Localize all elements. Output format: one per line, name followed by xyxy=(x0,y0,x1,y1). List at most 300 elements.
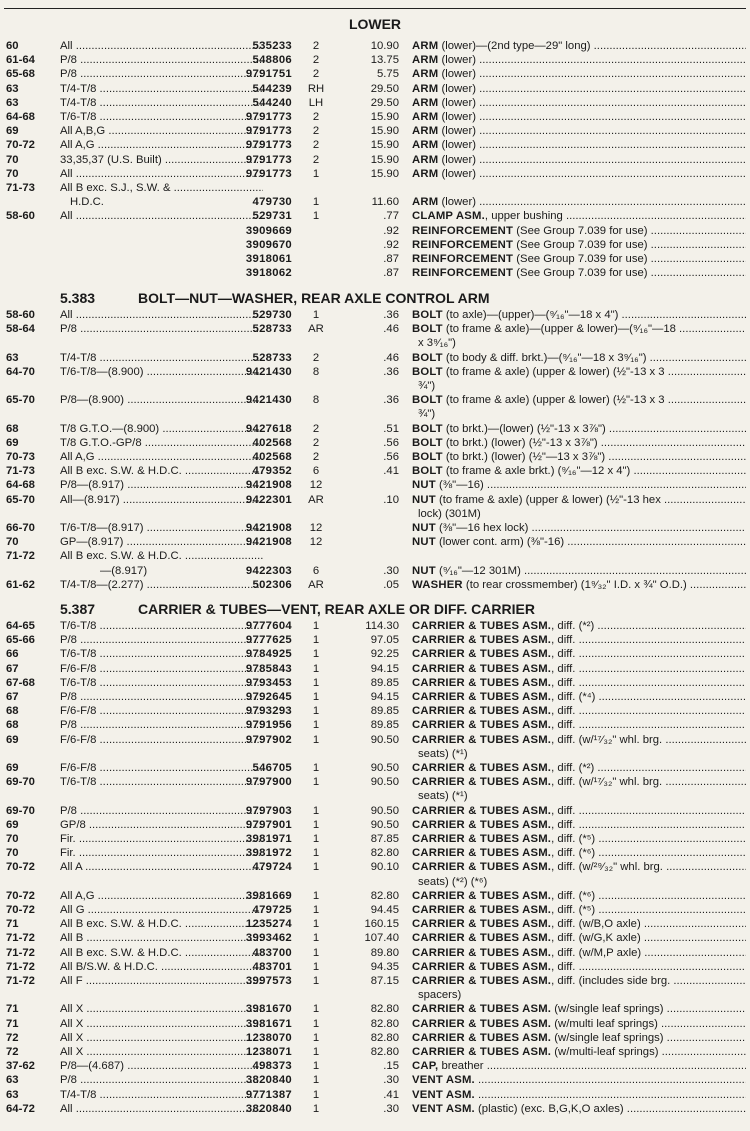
part-description: (lower) xyxy=(438,111,476,123)
part-name: NUT xyxy=(412,536,436,549)
quantity: 2 xyxy=(312,125,320,138)
description-line xyxy=(412,818,746,832)
description-line xyxy=(412,365,746,379)
application: All X ..... xyxy=(60,1002,263,1016)
price: .92 xyxy=(383,224,399,237)
model-years: 67 xyxy=(6,691,19,703)
part-description: , upper bushing xyxy=(484,210,563,223)
description-continued: ¾") xyxy=(418,380,436,392)
description-cell xyxy=(412,53,746,67)
description-line xyxy=(412,209,746,223)
part-name: CARRIER & TUBES ASM. xyxy=(412,676,552,689)
part-description: , diff. (w/G,K axle) xyxy=(551,932,641,945)
model-years: 63 xyxy=(6,96,19,109)
model-years: 71-72 xyxy=(6,932,35,945)
model-years: 61-64 xyxy=(6,54,35,67)
description-cell xyxy=(412,138,746,152)
application: Fir. ..... xyxy=(60,832,263,846)
part-description: (lower cont. arm) (⅜"-16) xyxy=(435,536,565,549)
part-name: ARM xyxy=(412,54,439,67)
part-number: 9797903 xyxy=(245,804,292,817)
part-number: 9777604 xyxy=(245,620,292,632)
model-years: 66 xyxy=(6,648,19,661)
top-rule xyxy=(4,8,746,9)
price: 90.50 xyxy=(370,762,399,774)
section-heading xyxy=(0,15,750,33)
part-name: CARRIER & TUBES ASM. xyxy=(412,1017,552,1030)
part-number: 546705 xyxy=(252,762,292,774)
part-name: NUT xyxy=(412,479,436,492)
description-continued: seats) (*¹) xyxy=(418,747,468,760)
part-name: CARRIER & TUBES ASM. xyxy=(412,662,552,675)
part-number: 9785843 xyxy=(245,662,292,675)
description-continued: seats) (*¹) xyxy=(418,790,468,803)
description-line xyxy=(412,633,746,647)
price: .41 xyxy=(383,465,399,478)
application: All B/S.W. & H.D.C. ..... xyxy=(60,960,263,974)
description-line xyxy=(412,718,746,732)
part-description: , diff. xyxy=(551,705,576,718)
description-cell xyxy=(412,478,746,492)
model-years: 72 xyxy=(6,1031,19,1044)
application: All B exc. S.W. & H.D.C. ..... xyxy=(60,917,263,931)
part-number: 529730 xyxy=(252,309,292,321)
part-description: , diff. (includes side brg. xyxy=(551,975,671,987)
section-title: BOLT—NUT—WASHER, REAR AXLE CONTROL ARM xyxy=(138,290,490,306)
price: .36 xyxy=(383,394,399,407)
part-description: , diff. (*⁶) xyxy=(551,847,596,860)
description-cell xyxy=(412,266,746,280)
part-name: ARM xyxy=(412,96,439,109)
price: 15.90 xyxy=(370,125,399,138)
description-cell xyxy=(412,690,746,704)
part-number: 3993462 xyxy=(245,932,292,945)
description-line xyxy=(412,1017,746,1031)
description-line xyxy=(412,167,746,181)
quantity: 1 xyxy=(312,833,320,845)
description-line xyxy=(412,676,746,690)
model-years: 63 xyxy=(6,1074,19,1087)
section-heading xyxy=(0,289,750,307)
price: .36 xyxy=(383,309,399,321)
description-line xyxy=(412,846,746,860)
catalog-row xyxy=(0,110,750,124)
catalog-row xyxy=(0,82,750,96)
description-cell xyxy=(412,238,746,252)
part-description: (lower) xyxy=(438,196,476,209)
price: 82.80 xyxy=(370,1031,399,1044)
part-description: (lower) xyxy=(438,82,476,95)
price: 90.50 xyxy=(370,733,399,746)
description-line xyxy=(412,138,746,152)
description-cell xyxy=(412,931,746,945)
model-years: 67 xyxy=(6,662,19,675)
application: T/6-T/8—(8.900) ..... xyxy=(60,365,263,379)
part-name: CARRIER & TUBES ASM. xyxy=(412,804,552,817)
quantity: AR xyxy=(308,323,324,336)
part-name: ARM xyxy=(412,139,439,152)
part-number: 9791773 xyxy=(245,167,292,180)
part-number: 1235274 xyxy=(245,918,292,931)
description-cell xyxy=(412,1045,746,1059)
price: 90.50 xyxy=(370,804,399,817)
part-number: 9422301 xyxy=(245,493,292,506)
model-years: 69 xyxy=(6,762,19,774)
part-description: , diff. (*⁵) xyxy=(551,833,596,845)
part-number: 1238070 xyxy=(245,1031,292,1044)
part-description: (lower) xyxy=(438,54,476,67)
description-line xyxy=(412,96,746,110)
part-number: 9421430 xyxy=(245,394,292,407)
part-number: 502306 xyxy=(252,578,292,591)
application: F/6-F/8 ..... xyxy=(60,662,263,676)
part-name: CARRIER & TUBES ASM. xyxy=(412,762,552,774)
catalog-row xyxy=(0,493,750,521)
quantity: 1 xyxy=(312,620,320,632)
part-description: (lower) xyxy=(438,96,476,109)
price: .56 xyxy=(383,451,399,463)
description-cell xyxy=(412,96,746,110)
catalog-row xyxy=(0,365,750,393)
model-years: 58-60 xyxy=(6,309,35,321)
part-number: 9421430 xyxy=(245,365,292,378)
part-number: 544240 xyxy=(252,96,292,109)
part-name: CARRIER & TUBES ASM. xyxy=(412,847,552,860)
model-years: 72 xyxy=(6,1046,19,1058)
catalog-row xyxy=(0,832,750,846)
model-years: 68 xyxy=(6,719,19,732)
model-years: 70 xyxy=(6,153,19,166)
catalog-row xyxy=(0,138,750,152)
model-years: 64-72 xyxy=(6,1102,35,1115)
quantity: 1 xyxy=(312,662,320,675)
description-cell xyxy=(412,676,746,690)
part-number: 483700 xyxy=(252,946,292,959)
model-years: 70 xyxy=(6,847,19,860)
part-description: , diff. (w/B,O axle) xyxy=(551,918,641,931)
quantity: 8 xyxy=(312,365,320,378)
description-line xyxy=(412,804,746,818)
price: 5.75 xyxy=(377,68,399,81)
quantity: 2 xyxy=(312,153,320,166)
part-description: , diff. (*⁶) xyxy=(551,889,596,902)
description-line xyxy=(412,153,746,167)
part-name: BOLT xyxy=(412,351,443,364)
application: All A,B,G ..... xyxy=(60,124,263,138)
model-years: 70 xyxy=(6,536,19,549)
application: T/6-T/8—(8.917) ..... xyxy=(60,521,263,535)
description-cell xyxy=(412,82,746,96)
description-cell xyxy=(412,436,746,450)
catalog-row xyxy=(0,619,750,633)
price: 160.15 xyxy=(364,918,399,931)
catalog-row xyxy=(0,804,750,818)
description-line xyxy=(412,67,746,81)
description-line xyxy=(412,775,746,789)
part-name: CARRIER & TUBES ASM. xyxy=(412,1046,552,1058)
catalog-row xyxy=(0,578,750,592)
description-cell xyxy=(412,167,746,181)
application: GP—(8.917) ..... xyxy=(60,535,263,549)
quantity: 1 xyxy=(312,847,320,860)
description-line xyxy=(412,704,746,718)
quantity: 1 xyxy=(312,1074,320,1087)
model-years: 64-68 xyxy=(6,479,35,492)
model-years: 61-62 xyxy=(6,578,35,591)
description-cell xyxy=(412,308,746,322)
description-line xyxy=(412,53,746,67)
part-number: 3997573 xyxy=(245,975,292,987)
part-description: , diff. (*⁵) xyxy=(551,904,596,916)
part-description: (to body & diff. brkt.)—(⁹⁄₁₆"—18 x 3⁹⁄₁₆") xyxy=(442,351,647,364)
part-description: (See Group 7.039 for use) xyxy=(513,224,648,237)
quantity: 1 xyxy=(312,1046,320,1058)
price: 90.50 xyxy=(370,776,399,789)
application: P/8 ..... xyxy=(60,633,263,647)
catalog-row xyxy=(0,450,750,464)
description-line xyxy=(412,931,746,945)
description-line xyxy=(412,733,746,747)
part-name: ARM xyxy=(412,196,439,209)
part-description: , diff. (*²) xyxy=(551,620,595,632)
description-cell xyxy=(412,322,746,350)
description-line xyxy=(412,564,746,578)
description-cell xyxy=(412,67,746,81)
part-name: CARRIER & TUBES ASM. xyxy=(412,691,552,703)
description-cell xyxy=(412,775,746,803)
model-years: 69 xyxy=(6,818,19,831)
part-description: (lower) xyxy=(438,167,476,180)
catalog-row xyxy=(0,917,750,931)
quantity: 6 xyxy=(312,564,320,577)
quantity: 1 xyxy=(312,975,320,987)
description-line xyxy=(412,422,746,436)
application: P/8 ..... xyxy=(60,718,263,732)
quantity: RH xyxy=(307,82,325,95)
part-number: 535233 xyxy=(252,40,292,52)
part-name: CLAMP ASM. xyxy=(412,210,485,223)
part-number: 529731 xyxy=(252,210,292,223)
quantity: 1 xyxy=(312,932,320,945)
part-name: NUT xyxy=(412,493,436,506)
catalog-row xyxy=(0,96,750,110)
catalog-row xyxy=(0,633,750,647)
application: All B exc. S.W. & H.D.C. ..... xyxy=(60,549,263,563)
application-continued: H.D.C. xyxy=(70,196,104,209)
part-number: 9791773 xyxy=(245,139,292,152)
price: 29.50 xyxy=(370,82,399,95)
quantity: 1 xyxy=(312,634,320,647)
catalog-row xyxy=(0,393,750,421)
part-name: CARRIER & TUBES ASM. xyxy=(412,648,552,661)
part-description: (to frame & axle) (upper & lower) (½"-13 x 3 xyxy=(442,365,665,378)
application: All A,G ..... xyxy=(60,138,263,152)
part-number: 9784925 xyxy=(245,648,292,661)
model-years: 70-72 xyxy=(6,861,35,874)
part-number: 498373 xyxy=(252,1060,292,1073)
description-line xyxy=(412,252,746,266)
part-name: BOLT xyxy=(412,436,443,449)
catalog-row xyxy=(0,662,750,676)
part-description: (w/single leaf springs) xyxy=(551,1031,664,1044)
description-line xyxy=(412,1073,746,1087)
description-cell xyxy=(412,804,746,818)
application-continued: —(8.917) xyxy=(100,564,148,577)
part-description: (to frame & axle brkt.) (⁹⁄₁₆"—12 x 4") xyxy=(442,465,631,478)
part-description: (to frame & axle)—(upper & lower)—(⁹⁄₁₆"—18 xyxy=(442,323,676,336)
part-description: , diff. (*²) xyxy=(551,762,595,774)
part-description: (lower) xyxy=(438,139,476,152)
price: 89.80 xyxy=(370,946,399,959)
model-years: 37-62 xyxy=(6,1060,35,1073)
application: All X ..... xyxy=(60,1017,263,1031)
description-line xyxy=(412,761,746,775)
section-heading xyxy=(0,600,750,618)
description-cell xyxy=(412,1017,746,1031)
price: .92 xyxy=(383,238,399,251)
model-years: 69 xyxy=(6,436,19,449)
part-number: 3981670 xyxy=(245,1003,292,1016)
quantity: 1 xyxy=(312,1017,320,1030)
part-description: (⅜"—16 hex lock) xyxy=(435,522,529,534)
description-line xyxy=(412,238,746,252)
part-number: 3918062 xyxy=(245,267,292,280)
quantity: 1 xyxy=(312,946,320,959)
application: P/8 ..... xyxy=(60,322,263,336)
part-description: (w/multi leaf springs) xyxy=(551,1017,658,1030)
catalog-row xyxy=(0,322,750,350)
price: 89.85 xyxy=(370,719,399,732)
description-line xyxy=(412,110,746,124)
part-name: ARM xyxy=(412,40,439,52)
part-description: (⅜"—16) xyxy=(435,479,484,492)
part-name: ARM xyxy=(412,111,439,123)
quantity: 1 xyxy=(312,861,320,874)
part-name: ARM xyxy=(412,167,439,180)
part-description: (to frame & axle) (upper & lower) (½"-13 hex xyxy=(435,493,661,506)
description-cell xyxy=(412,365,746,393)
quantity: 2 xyxy=(312,68,320,81)
catalog-row xyxy=(0,266,750,280)
part-name: CAP, xyxy=(412,1060,439,1073)
application: P/8—(8.917) ..... xyxy=(60,478,263,492)
part-name: REINFORCEMENT xyxy=(412,224,514,237)
part-number: 479352 xyxy=(252,465,292,478)
application: T/6-T/8 ..... xyxy=(60,775,263,789)
price: 82.80 xyxy=(370,1003,399,1016)
catalog-row xyxy=(0,761,750,775)
part-number: 3981669 xyxy=(245,889,292,902)
part-number: 483701 xyxy=(252,960,292,973)
model-years: 71-72 xyxy=(6,550,35,563)
quantity: 1 xyxy=(312,1060,320,1073)
catalog-row xyxy=(0,1045,750,1059)
quantity: 2 xyxy=(312,54,320,67)
description-cell xyxy=(412,195,746,209)
part-description: , diff. xyxy=(551,804,576,817)
description-cell xyxy=(412,946,746,960)
price: 90.10 xyxy=(370,861,399,874)
model-years: 63 xyxy=(6,1088,19,1101)
price: 11.60 xyxy=(371,196,399,209)
catalog-row xyxy=(0,775,750,803)
application: F/6-F/8 ..... xyxy=(60,733,263,747)
application: GP/8 ..... xyxy=(60,818,263,832)
catalog-row xyxy=(0,1002,750,1016)
description-line xyxy=(412,889,746,903)
part-number: 9422303 xyxy=(245,564,292,577)
application: T/8 G.T.O.—(8.900) ..... xyxy=(60,422,263,436)
quantity: 1 xyxy=(312,804,320,817)
catalog-row xyxy=(0,209,750,223)
application: T/8 G.T.O.-GP/8 ..... xyxy=(60,436,263,450)
catalog-row xyxy=(0,181,750,209)
price: 114.30 xyxy=(365,620,399,632)
application: All B exc. S.W. & H.D.C. ..... xyxy=(60,946,263,960)
catalog-row xyxy=(0,903,750,917)
quantity: 1 xyxy=(312,1031,320,1044)
catalog-row xyxy=(0,974,750,1002)
part-description: , diff. (*⁴) xyxy=(551,691,596,703)
quantity: 12 xyxy=(309,479,323,492)
part-number: 9791751 xyxy=(245,68,292,81)
description-line xyxy=(412,393,746,407)
quantity: 1 xyxy=(312,719,320,732)
part-description: breather xyxy=(438,1060,484,1073)
application: 33,35,37 (U.S. Built) ..... xyxy=(60,153,263,167)
price: 94.15 xyxy=(370,691,399,703)
quantity: 2 xyxy=(312,451,320,463)
price: 87.15 xyxy=(370,975,399,987)
description-line xyxy=(412,322,746,336)
part-name: BOLT xyxy=(412,309,443,321)
quantity: 1 xyxy=(312,705,320,718)
quantity: 1 xyxy=(312,733,320,746)
description-line xyxy=(412,1102,746,1116)
part-description: , diff. (w/¹⁷⁄₃₂" whl. brg. xyxy=(551,776,663,789)
description-cell xyxy=(412,647,746,661)
price: .77 xyxy=(383,210,399,223)
model-years: 65-66 xyxy=(6,634,35,647)
quantity: 1 xyxy=(312,309,320,321)
description-line xyxy=(412,903,746,917)
application: T/6-T/8 ..... xyxy=(60,619,263,633)
quantity: 12 xyxy=(309,522,323,534)
description-line xyxy=(412,308,746,322)
part-name: REINFORCEMENT xyxy=(412,267,514,280)
part-number: 3909669 xyxy=(245,224,292,237)
application: T/6-T/8 ..... xyxy=(60,110,263,124)
part-number: 3820840 xyxy=(245,1102,292,1115)
description-line xyxy=(412,535,746,549)
section-title: LOWER xyxy=(348,16,402,32)
description-continued: lock) (301M) xyxy=(418,507,481,520)
model-years: 65-68 xyxy=(6,68,35,81)
catalog-row xyxy=(0,960,750,974)
description-line xyxy=(412,1088,746,1102)
part-description: (w/single leaf springs) xyxy=(551,1003,664,1016)
description-cell xyxy=(412,718,746,732)
application: All ..... xyxy=(60,308,263,322)
catalog-row xyxy=(0,464,750,478)
model-years: 71-73 xyxy=(6,182,35,194)
application: T/4-T/8 ..... xyxy=(60,82,263,96)
description-line xyxy=(412,493,746,507)
catalog-row xyxy=(0,1102,750,1116)
catalog-row xyxy=(0,860,750,888)
price: 90.50 xyxy=(370,818,399,831)
application: All ..... xyxy=(60,39,263,53)
